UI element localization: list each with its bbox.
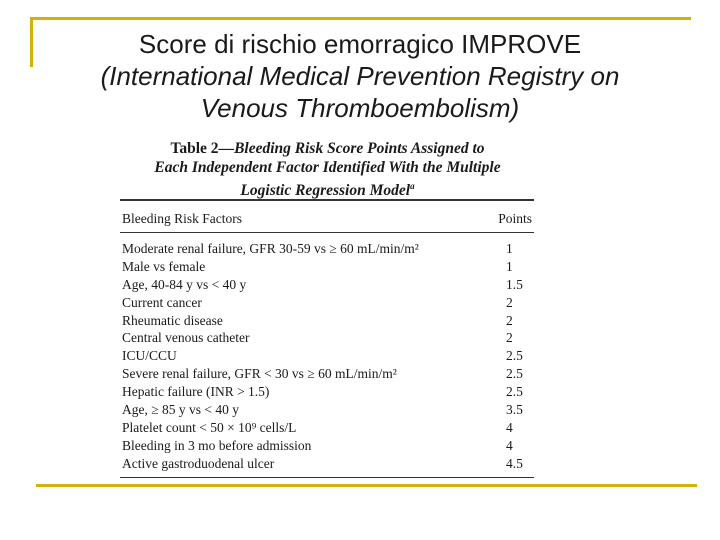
accent-rule-left	[30, 17, 33, 67]
row-points: 2	[506, 330, 513, 346]
row-points: 2.5	[506, 348, 523, 364]
row-factor: Central venous catheter	[122, 330, 250, 346]
table-bottom-rule	[120, 477, 534, 478]
table-row	[120, 312, 534, 330]
table-row	[120, 437, 534, 455]
table-number: Table 2	[170, 140, 219, 157]
table-caption-line2: Each Independent Factor Identified With the Multiple	[154, 159, 501, 176]
row-factor: Hepatic failure (INR > 1.5)	[122, 384, 270, 400]
row-points: 1	[506, 258, 513, 274]
table-caption	[120, 139, 535, 200]
table-row	[120, 401, 534, 419]
table-row	[120, 258, 534, 276]
row-points: 2	[506, 294, 513, 310]
slide-title-line1: Score di rischio emorragico IMPROVE	[138, 29, 582, 59]
header-points: Points	[498, 211, 532, 226]
row-factor: Moderate renal failure, GFR 30-59 vs ≥ 60 mL/min/m²	[122, 241, 419, 256]
row-factor: Male vs female	[122, 258, 206, 274]
row-points: 4	[506, 437, 513, 453]
table-row	[120, 365, 534, 383]
table-row	[120, 329, 534, 347]
table-top-rule	[120, 199, 534, 201]
header-factor: Bleeding Risk Factors	[122, 211, 242, 226]
row-points: 4	[506, 419, 513, 435]
accent-rule-bottom	[36, 484, 697, 487]
table-row	[120, 240, 534, 258]
accent-rule-top	[30, 17, 691, 20]
table-row	[120, 419, 534, 437]
table-row	[120, 383, 534, 401]
row-factor: Current cancer	[122, 294, 202, 310]
slide-title	[40, 28, 680, 124]
row-points: 2.5	[506, 384, 523, 400]
row-factor: Platelet count < 50 × 10⁹ cells/L	[122, 419, 297, 435]
row-factor: ICU/CCU	[122, 348, 177, 364]
table-body	[120, 240, 534, 473]
table-row	[120, 276, 534, 294]
table-caption-line3	[120, 177, 535, 200]
row-points: 2	[506, 312, 513, 328]
row-points: 1.5	[506, 276, 523, 292]
table-row	[120, 294, 534, 312]
table-caption-footnote: a	[410, 181, 415, 191]
table-row	[120, 455, 534, 473]
slide-title-line2: (International Medical Prevention Registry on	[100, 61, 620, 91]
row-points: 2.5	[506, 366, 523, 382]
row-factor: Bleeding in 3 mo before admission	[122, 437, 312, 453]
table-caption-line1-text: —Bleeding Risk Score Points Assigned to	[218, 140, 485, 157]
table-caption-line1	[120, 139, 535, 158]
row-factor: Rheumatic disease	[122, 312, 223, 328]
table-header-rule	[120, 232, 534, 233]
row-factor: Active gastroduodenal ulcer	[122, 455, 275, 471]
row-points: 4.5	[506, 455, 523, 471]
slide-title-line3: Venous Thromboembolism)	[200, 93, 520, 123]
row-factor: Age, 40-84 y vs < 40 y	[122, 276, 247, 292]
table-caption-line3-text: Logistic Regression Model	[240, 182, 411, 200]
table-row	[120, 347, 534, 365]
row-points: 1	[506, 241, 513, 256]
row-factor: Age, ≥ 85 y vs < 40 y	[122, 402, 240, 418]
row-points: 3.5	[506, 402, 523, 418]
row-factor: Severe renal failure, GFR < 30 vs ≥ 60 mL/min/m²	[122, 366, 397, 382]
